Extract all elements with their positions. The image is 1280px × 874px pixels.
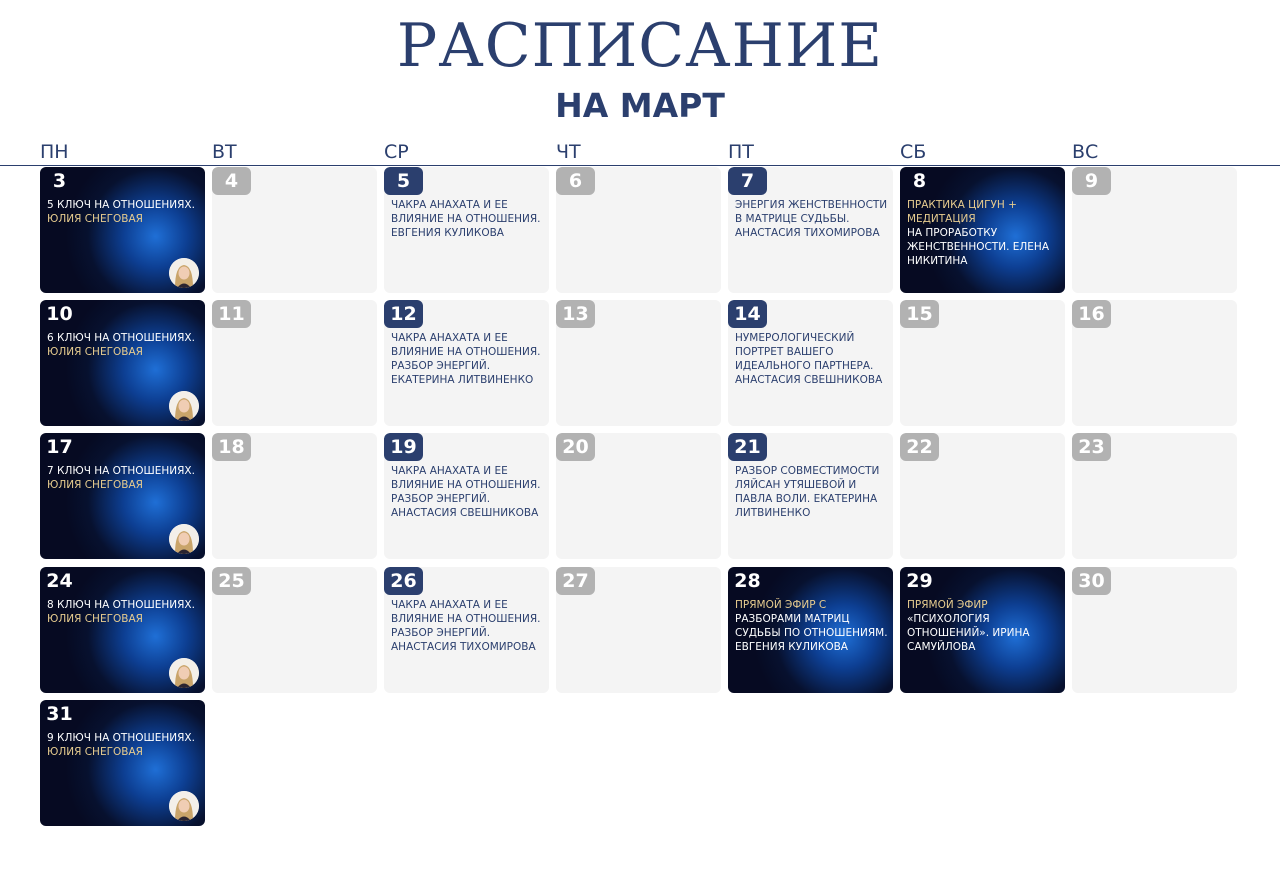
event-highlight: ПРАКТИКА ЦИГУН + МЕДИТАЦИЯ (907, 199, 1017, 225)
day-number: 29 (906, 570, 933, 592)
weekday-fri: ПТ (728, 141, 754, 163)
event-text: ЭНЕРГИЯ ЖЕНСТВЕННОСТИ В МАТРИЦЕ СУДЬБЫ. АНАСТАСИЯ ТИХОМИРОВА (735, 199, 888, 239)
day-12[interactable] (384, 300, 549, 426)
day-11[interactable] (212, 300, 377, 426)
weekday-sat: СБ (900, 141, 927, 163)
day-number: 12 (384, 300, 423, 328)
day-27[interactable] (556, 567, 721, 693)
weekday-wed: СР (384, 141, 409, 163)
day-15[interactable] (900, 300, 1065, 426)
day-13[interactable] (556, 300, 721, 426)
day-number: 3 (52, 170, 67, 192)
day-22[interactable] (900, 433, 1065, 559)
day-number: 15 (900, 300, 939, 328)
day-number: 17 (46, 436, 73, 458)
page-subtitle: НА МАРТ (555, 86, 725, 125)
day-9[interactable] (1072, 167, 1237, 293)
day-number: 9 (1072, 167, 1111, 195)
event-text (47, 198, 200, 226)
day-number: 11 (212, 300, 251, 328)
day-29[interactable] (900, 567, 1065, 693)
event-title: 8 КЛЮЧ НА ОТНОШЕНИЯХ. (47, 599, 195, 611)
header-divider (0, 165, 1280, 166)
weekday-tue: ВТ (212, 141, 237, 163)
event-speaker: ЮЛИЯ СНЕГОВАЯ (47, 479, 143, 491)
speaker-avatar (169, 258, 199, 288)
day-number: 8 (912, 170, 927, 192)
event-speaker: ЮЛИЯ СНЕГОВАЯ (47, 746, 143, 758)
event-text: ЧАКРА АНАХАТА И ЕЕ ВЛИЯНИЕ НА ОТНОШЕНИЯ. РАЗБОР ЭНЕРГИЙ. АНАСТАСИЯ ТИХОМИРОВА (391, 599, 541, 653)
day-23[interactable] (1072, 433, 1237, 559)
day-number: 28 (734, 570, 761, 592)
day-4[interactable] (212, 167, 377, 293)
day-number: 16 (1072, 300, 1111, 328)
day-number: 18 (212, 433, 251, 461)
event-text (47, 598, 200, 626)
event-text: ЧАКРА АНАХАТА И ЕЕ ВЛИЯНИЕ НА ОТНОШЕНИЯ. РАЗБОР ЭНЕРГИЙ. АНАСТАСИЯ СВЕШНИКОВА (391, 465, 541, 519)
event-description: НА ПРОРАБОТКУ ЖЕНСТВЕННОСТИ. ЕЛЕНА НИКИТИНА (907, 227, 1049, 267)
event-text: ЧАКРА АНАХАТА И ЕЕ ВЛИЯНИЕ НА ОТНОШЕНИЯ. РАЗБОР ЭНЕРГИЙ. ЕКАТЕРИНА ЛИТВИНЕНКО (391, 332, 541, 386)
page-title: РАСПИСАНИЕ (396, 11, 884, 81)
day-20[interactable] (556, 433, 721, 559)
day-number: 7 (728, 167, 767, 195)
weekday-mon: ПН (40, 141, 69, 163)
event-highlight: ПРЯМОЙ ЭФИР С (735, 599, 827, 611)
day-7[interactable] (728, 167, 893, 293)
speaker-avatar (169, 391, 199, 421)
day-28[interactable] (728, 567, 893, 693)
event-title: 9 КЛЮЧ НА ОТНОШЕНИЯХ. (47, 732, 195, 744)
day-number: 26 (384, 567, 423, 595)
day-31[interactable] (40, 700, 205, 826)
day-number: 23 (1072, 433, 1111, 461)
day-25[interactable] (212, 567, 377, 693)
event-text: РАЗБОР СОВМЕСТИМОСТИ ЛЯЙСАН УТЯШЕВОЙ И ПАВЛА ВОЛИ. ЕКАТЕРИНА ЛИТВИНЕНКО (735, 465, 880, 519)
day-number: 14 (728, 300, 767, 328)
day-number: 20 (556, 433, 595, 461)
event-description: «ПСИХОЛОГИЯ ОТНОШЕНИЙ». ИРИНА САМУЙЛОВА (907, 613, 1030, 653)
event-highlight: ПРЯМОЙ ЭФИР (907, 599, 988, 611)
day-3[interactable] (40, 167, 205, 293)
speaker-avatar (169, 524, 199, 554)
weekday-sun: ВС (1072, 141, 1099, 163)
day-14[interactable] (728, 300, 893, 426)
day-10[interactable] (40, 300, 205, 426)
event-text: ЧАКРА АНАХАТА И ЕЕ ВЛИЯНИЕ НА ОТНОШЕНИЯ. ЕВГЕНИЯ КУЛИКОВА (391, 199, 541, 239)
day-6[interactable] (556, 167, 721, 293)
day-number: 30 (1072, 567, 1111, 595)
day-18[interactable] (212, 433, 377, 559)
day-number: 24 (46, 570, 73, 592)
event-text (907, 198, 1060, 268)
event-text (47, 731, 200, 759)
day-number: 13 (556, 300, 595, 328)
day-number: 31 (46, 703, 73, 725)
day-17[interactable] (40, 433, 205, 559)
event-text: НУМЕРОЛОГИЧЕСКИЙ ПОРТРЕТ ВАШЕГО ИДЕАЛЬНОГО ПАРТНЕРА. АНАСТАСИЯ СВЕШНИКОВА (735, 332, 883, 386)
event-text (47, 331, 200, 359)
day-26[interactable] (384, 567, 549, 693)
day-24[interactable] (40, 567, 205, 693)
day-30[interactable] (1072, 567, 1237, 693)
event-title: 6 КЛЮЧ НА ОТНОШЕНИЯХ. (47, 332, 195, 344)
day-number: 21 (728, 433, 767, 461)
event-speaker: ЮЛИЯ СНЕГОВАЯ (47, 213, 143, 225)
day-number: 4 (212, 167, 251, 195)
day-number: 27 (556, 567, 595, 595)
event-text (907, 598, 1060, 654)
event-text (47, 464, 200, 492)
day-number: 5 (384, 167, 423, 195)
day-21[interactable] (728, 433, 893, 559)
event-description: РАЗБОРАМИ МАТРИЦ СУДЬБЫ ПО ОТНОШЕНИЯМ. ЕВГЕНИЯ КУЛИКОВА (735, 613, 888, 653)
day-number: 10 (46, 303, 73, 325)
day-8[interactable] (900, 167, 1065, 293)
day-number: 6 (556, 167, 595, 195)
day-5[interactable] (384, 167, 549, 293)
event-text (735, 598, 888, 654)
day-16[interactable] (1072, 300, 1237, 426)
speaker-avatar (169, 791, 199, 821)
speaker-avatar (169, 658, 199, 688)
day-number: 19 (384, 433, 423, 461)
day-number: 25 (212, 567, 251, 595)
day-number: 22 (900, 433, 939, 461)
event-speaker: ЮЛИЯ СНЕГОВАЯ (47, 613, 143, 625)
event-speaker: ЮЛИЯ СНЕГОВАЯ (47, 346, 143, 358)
weekday-thu: ЧТ (556, 141, 581, 163)
day-19[interactable] (384, 433, 549, 559)
event-title: 5 КЛЮЧ НА ОТНОШЕНИЯХ. (47, 199, 195, 211)
event-title: 7 КЛЮЧ НА ОТНОШЕНИЯХ. (47, 465, 195, 477)
